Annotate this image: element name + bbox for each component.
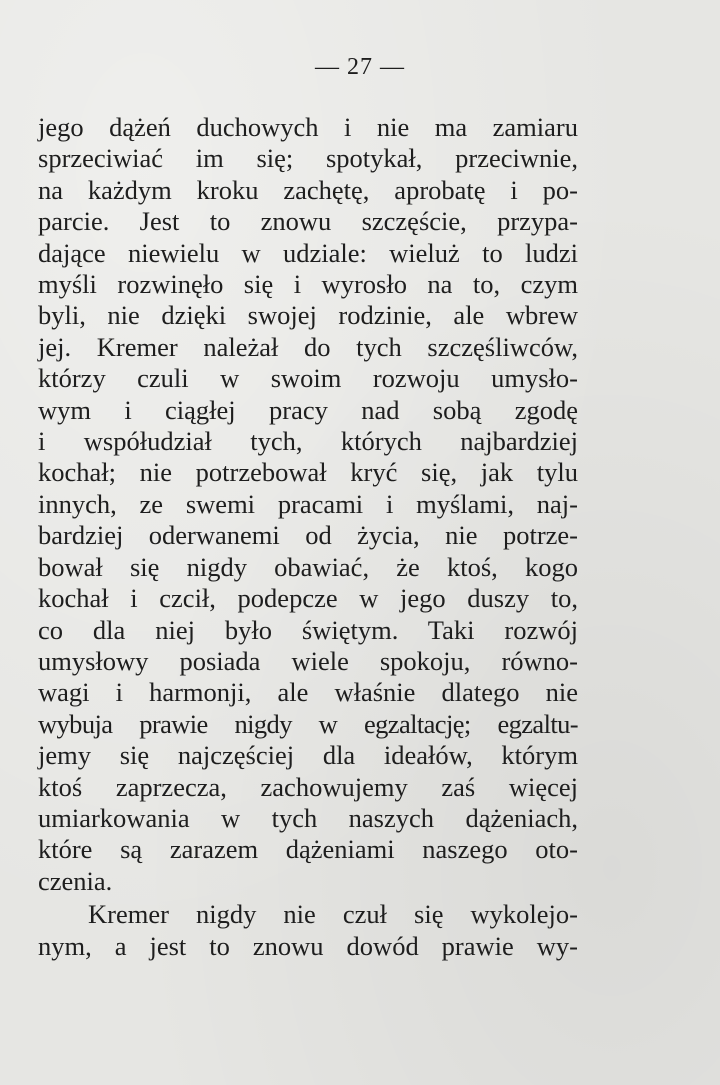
text-line: parcie. Jest to znowu szczęście, przypa- [38, 206, 578, 237]
text-line: kochał; nie potrzebował kryć się, jak tylu [38, 457, 578, 488]
page-number: — 27 — [315, 54, 405, 80]
text-line: wagi i harmonji, ale właśnie dlatego nie [38, 677, 578, 708]
text-line: innych, ze swemi pracami i myślami, naj- [38, 488, 578, 519]
text-line: umiarkowania w tych naszych dążeniach, [38, 802, 578, 833]
text-line: sprzeciwiać im się; spotykał, przeciwnie, [38, 143, 578, 174]
text-line: nym, a jest to znowu dowód prawie wy- [38, 930, 578, 961]
text-line: Kremer nigdy nie czuł się wykolejo- [88, 899, 578, 930]
text-line: byli, nie dzięki swojej rodzinie, ale wbrew [38, 300, 578, 331]
text-line: wybuja prawie nigdy w egzaltację; egzaltu- [38, 708, 578, 739]
text-line: wym i ciągłej pracy nad sobą zgodę [38, 394, 578, 425]
text-line: czenia. [38, 865, 113, 896]
text-line: bował się nigdy obawiać, że ktoś, kogo [38, 551, 578, 582]
text-line: umysłowy posiada wiele spokoju, równo- [38, 645, 578, 676]
text-line: jej. Kremer należał do tych szczęśliwców, [38, 331, 578, 362]
body-text [38, 112, 578, 962]
text-line: jemy się najczęściej dla ideałów, którym [38, 740, 578, 771]
text-line: co dla niej było świętym. Taki rozwój [38, 614, 578, 645]
text-line: jego dążeń duchowych i nie ma zamiaru [38, 112, 578, 142]
text-line: które są zarazem dążeniami naszego oto- [38, 834, 578, 865]
paragraph [38, 112, 578, 897]
text-line: i współudział tych, których najbardziej [38, 426, 578, 457]
text-line: myśli rozwinęło się i wyrosło na to, czym [38, 269, 578, 300]
paragraph [38, 899, 578, 962]
text-line: dające niewielu w udziale: wieluż to ludzi [38, 237, 578, 268]
text-line: kochał i czcił, podepcze w jego duszy to, [38, 583, 578, 614]
text-line: bardziej oderwanemi od życia, nie potrze- [38, 520, 578, 551]
text-line: którzy czuli w swoim rozwoju umysło- [38, 363, 578, 394]
text-line: ktoś zaprzecza, zachowujemy zaś więcej [38, 771, 578, 802]
text-line: na każdym kroku zachętę, aprobatę i po- [38, 174, 578, 205]
